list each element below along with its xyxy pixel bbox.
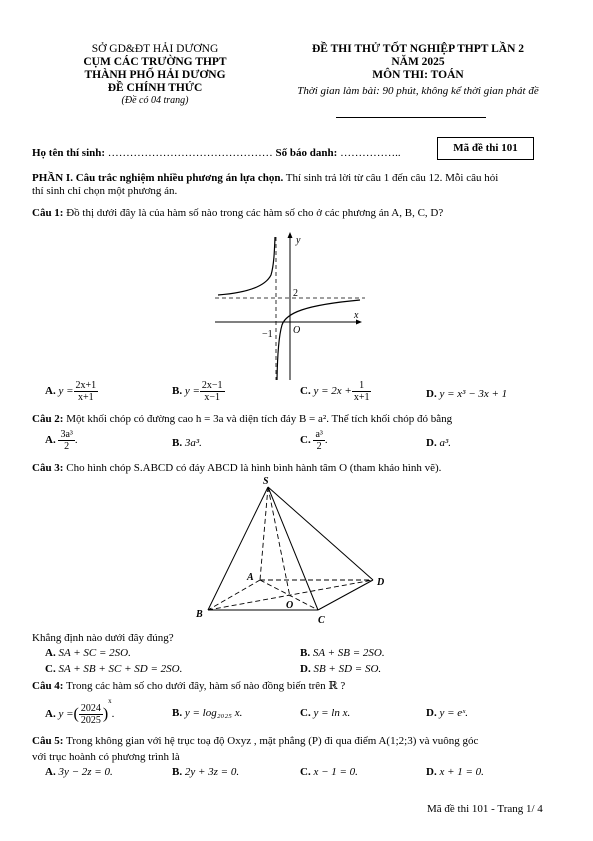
q4-option-a[interactable]: A. y =( $\frac{2024}{2025}$ )$^x$.	[45, 697, 115, 726]
sbd-field[interactable]: ……………..	[340, 147, 401, 159]
header-right	[268, 43, 568, 98]
vertex-b: B	[196, 609, 203, 620]
y-axis-arrow	[288, 232, 293, 238]
x-label: x	[354, 310, 359, 321]
center-o: O	[286, 600, 294, 611]
q2-option-c[interactable]: C. $\frac{\text{a³}}{2}$ .	[300, 429, 328, 452]
time-note: Thời gian làm bài: 90 phút, không kể thời gian phát đề	[297, 85, 539, 97]
q1-option-d[interactable]: D. y = x³ − 3x + 1	[426, 388, 508, 400]
q1-option-b[interactable]: B. y = $\frac{2x-1}{x-1}$	[172, 380, 223, 403]
header-underline	[336, 117, 486, 118]
q2-option-d[interactable]: D. a³.	[426, 437, 452, 449]
part1-text2: thí sinh chỉ chọn một phương án.	[32, 185, 178, 197]
q3-label: Câu 3:	[32, 462, 64, 474]
left-branch	[218, 237, 275, 295]
part1-text1: Thí sinh trả lời từ câu 1 đến câu 12. Mỗi câu hỏi	[283, 172, 499, 184]
q3-text: Cho hình chóp S.ABCD có đáy ABCD là hình bình hành tâm O (tham khảo hình vẽ).	[63, 462, 442, 474]
q1-text: Đồ thị dưới đây là của hàm số nào trong các hàm số cho ở các phương án A, B, C, D?	[63, 207, 444, 219]
q2-stem	[32, 413, 452, 426]
q1-graph	[210, 225, 370, 385]
part1-line1	[32, 172, 498, 185]
vertex-d: D	[377, 577, 385, 588]
name-field[interactable]: ………………………………………	[107, 147, 273, 159]
q1-label: Câu 1:	[32, 207, 64, 219]
q3-stem	[32, 462, 441, 475]
q3-option-c[interactable]: C. SA + SB + SC + SD = 2SO.	[45, 663, 183, 675]
exam-title: ĐỀ THI THỬ TỐT NGHIỆP THPT LẦN 2	[311, 43, 525, 55]
q1-stem	[32, 207, 443, 220]
q4-stem	[32, 680, 345, 693]
department-name: SỞ GD&ĐT HẢI DƯƠNG	[91, 43, 219, 55]
right-branch	[277, 300, 360, 380]
vertex-c: C	[318, 615, 325, 626]
q2-text: Một khối chóp có đường cao h = 3a và diện tích đáy B = a². Thể tích khối chóp đó bằng	[63, 413, 453, 425]
q5-option-d[interactable]: D. x + 1 = 0.	[426, 766, 484, 778]
q1-option-a[interactable]: A. y = $\frac{2x+1}{x+1}$	[45, 380, 97, 403]
q4-option-c[interactable]: C. y = ln x.	[300, 707, 351, 719]
q3-option-b[interactable]: B. SA + SB = 2SO.	[300, 647, 385, 659]
official-label: ĐỀ CHÍNH THỨC	[107, 82, 203, 94]
edge-sb	[208, 487, 268, 610]
q2-option-b[interactable]: B. 3a³.	[172, 437, 202, 449]
header-left	[60, 43, 250, 107]
q4-option-d[interactable]: D. y = eˣ.	[426, 707, 468, 719]
q2-label: Câu 2:	[32, 413, 64, 425]
sbd-label: Số báo danh:	[275, 147, 338, 159]
q5-label: Câu 5:	[32, 735, 64, 747]
page-footer: Mã đề thi 101 - Trang 1/ 4	[427, 803, 543, 815]
origin-label: O	[293, 325, 301, 336]
vertex-a: A	[247, 572, 254, 583]
subject: MÔN THI: TOÁN	[372, 69, 464, 81]
label-neg-one: −1	[262, 329, 273, 340]
q5-text2: với trục hoành có phương trình là	[32, 751, 180, 763]
q2-option-a[interactable]: A. $\frac{\text{3a³}}{2}$ .	[45, 429, 78, 452]
q3-question: Khẳng định nào dưới đây đúng?	[32, 632, 174, 644]
q4-option-b[interactable]: B. y = log₂₀₂₅ x.	[172, 707, 243, 719]
q5-option-b[interactable]: B. 2y + 3z = 0.	[172, 766, 240, 778]
q3-pyramid-figure	[190, 475, 400, 630]
part1-title: PHẦN I. Câu trắc nghiệm nhiều phương án lựa chọn.	[32, 172, 284, 184]
q5-stem	[32, 735, 478, 748]
q5-option-a[interactable]: A. 3y − 2z = 0.	[45, 766, 113, 778]
q4-label: Câu 4:	[32, 680, 64, 692]
city-name: THÀNH PHỐ HẢI DƯƠNG	[84, 69, 226, 81]
y-label: y	[296, 235, 301, 246]
school-cluster: CỤM CÁC TRƯỜNG THPT	[83, 56, 227, 68]
exam-year: NĂM 2025	[391, 56, 445, 68]
edge-cd	[318, 580, 373, 610]
student-info-row	[32, 147, 401, 160]
page-count-note: (Đề có 04 trang)	[121, 95, 189, 106]
q5-text1: Trong không gian với hệ trục toạ độ Oxyz , mặt phẳng (P) đi qua điểm A(1;2;3) và vuông góc	[63, 735, 479, 747]
label-two: 2	[293, 288, 298, 299]
q3-option-d[interactable]: D. SB + SD = SO.	[300, 663, 382, 675]
q1-option-c[interactable]: C. y = 2x + $\frac{1}{x+1}$	[300, 380, 370, 403]
q5-option-c[interactable]: C. x − 1 = 0.	[300, 766, 358, 778]
exam-code-box: Mã đề thi 101	[437, 137, 534, 160]
q3-option-a[interactable]: A. SA + SC = 2SO.	[45, 647, 131, 659]
vertex-s: S	[263, 476, 269, 487]
q4-text: Trong các hàm số cho dưới đây, hàm số nào đồng biến trên ℝ ?	[63, 680, 346, 692]
name-label: Họ tên thí sinh:	[32, 147, 106, 159]
